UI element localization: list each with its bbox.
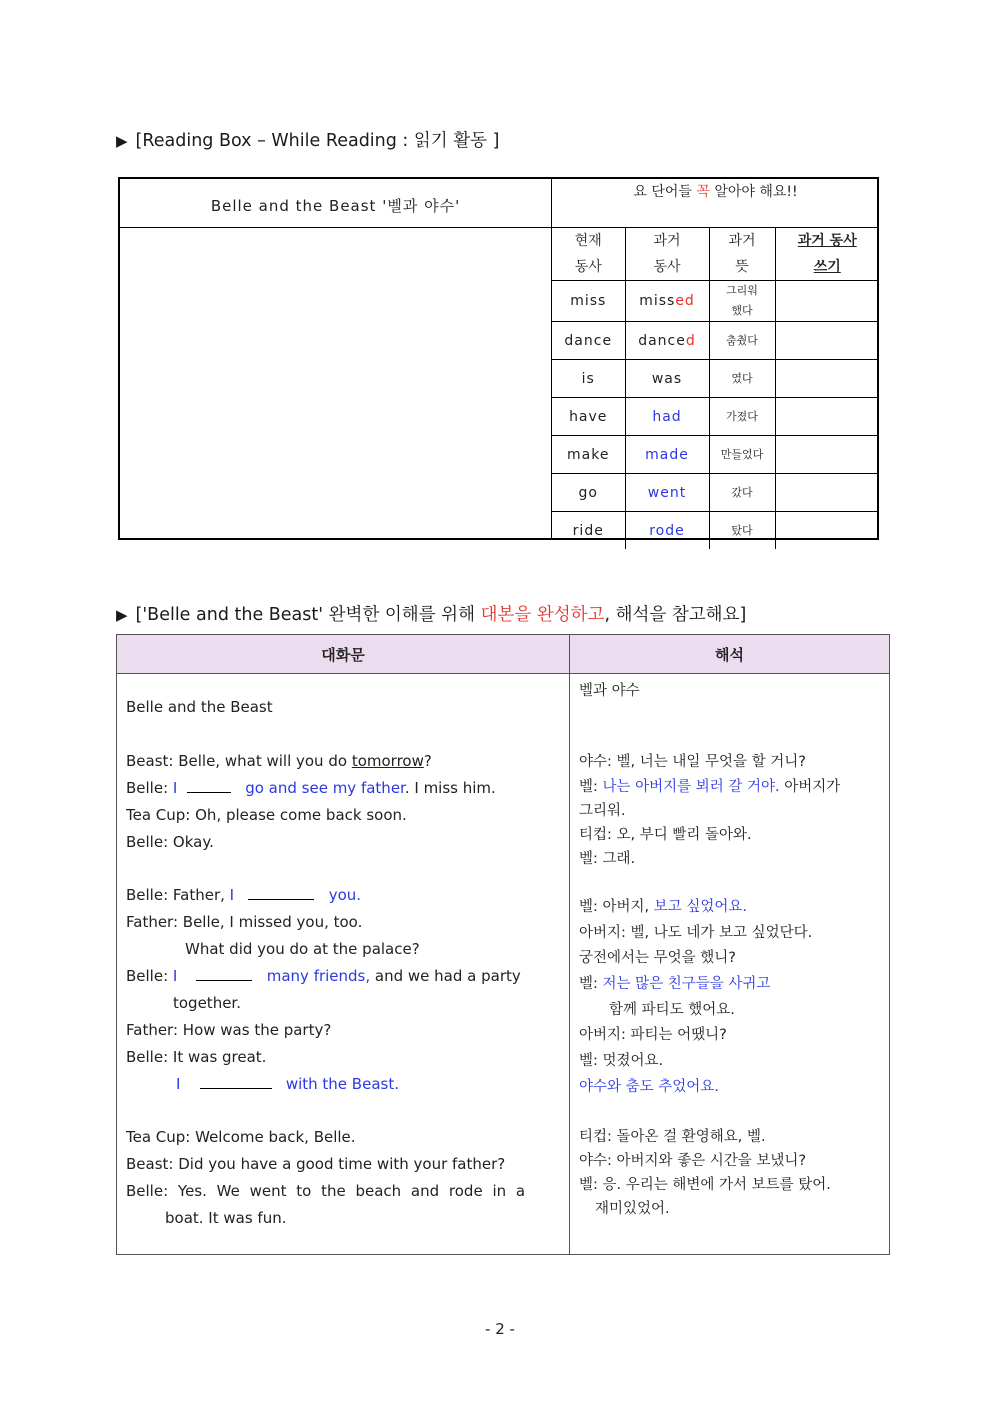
translation-line: 재미있었어. [595,1201,670,1217]
script-line: Tea Cup: Welcome back, Belle. [126,1128,356,1146]
script-line: Belle: Okay. [126,833,214,851]
write-past-input[interactable] [775,474,879,512]
present-verb: is [552,360,625,398]
answer-blank[interactable] [196,966,252,981]
translation-cell [570,674,890,1255]
present-verb: miss [552,281,625,322]
vocab-row [552,474,879,512]
translation-line: 아버지: 파티는 어땠니? [579,1027,727,1043]
script-line: Beast: Belle, what will you do tomorrow? [126,752,432,770]
answer-blank[interactable] [200,1074,272,1089]
write-past-input[interactable] [775,322,879,360]
dialogue-column-header: 대화문 [117,635,570,674]
vocab-title-pre: 요 단어들 [633,184,697,200]
translation-line: 벨: 아버지, 보고 싶었어요. [579,899,748,915]
past-meaning: 만들었다 [709,436,775,474]
vocab-row [552,398,879,436]
header-past: 과거 동사 [625,228,709,281]
translation-line: 벨과 야수 [579,683,640,699]
present-verb: ride [552,512,625,550]
script-line: Father: How was the party? [126,1021,332,1039]
script-line: Belle: It was great. [126,1048,267,1066]
header-present: 현재 동사 [552,228,625,281]
header-write: 과거 동사 쓰기 [775,228,879,281]
write-past-input[interactable] [775,281,879,322]
past-verb: had [625,398,709,436]
vocab-title-emph: 꼭 [696,184,710,200]
heading2-pre: ['Belle and the Beast' 완벽한 이해를 위해 [135,605,481,625]
answer-blank[interactable] [248,885,314,900]
vocab-table [552,227,879,549]
script-heading [116,601,746,626]
translation-line: 벨: 저는 많은 친구들을 사귀고 [579,976,771,992]
past-verb: rode [625,512,709,550]
translation-line: 티컵: 오, 부디 빨리 돌아와. [579,827,752,843]
reading-box-heading [116,127,499,152]
vocab-row [552,436,879,474]
vocab-row [552,360,879,398]
translation-line: 그리워. [579,803,626,819]
past-meaning: 갔다 [709,474,775,512]
present-verb: have [552,398,625,436]
answer-blank[interactable] [187,778,231,793]
translation-line: 티컵: 돌아온 걸 환영해요, 벨. [579,1129,766,1145]
vocab-header-row [552,228,879,281]
present-verb: go [552,474,625,512]
vocab-title-post: 알아야 해요!! [709,184,798,200]
translation-line: 아버지: 벨, 나도 네가 보고 싶었단다. [579,925,813,941]
translation-line: 궁전에서는 무엇을 했니? [579,950,736,966]
script-line: Father: Belle, I missed you, too. [126,913,363,931]
past-meaning: 가졌다 [709,398,775,436]
heading2-post: , 해석을 참고해요] [604,605,747,625]
heading2-emph: 대본을 완성하고 [480,605,605,625]
translation-line: 야수: 아버지와 좋은 시간을 보냈니? [579,1153,807,1169]
dialogue-table [116,634,890,1255]
triangle-bullet-icon: ▶ [116,606,128,624]
script-line: Belle: I go and see my father. I miss him. [126,779,496,797]
past-verb: missed [625,281,709,322]
vocab-row [552,322,879,360]
translation-line: 벨: 멋졌어요. [579,1053,664,1069]
present-verb: dance [552,322,625,360]
translation-line: 함께 파티도 했어요. [609,1002,735,1018]
write-past-input[interactable] [775,360,879,398]
translation-line: 벨: 응. 우리는 해변에 가서 보트를 탔어. [579,1177,831,1193]
translation-line: 벨: 나는 아버지를 뵈러 갈 거야. 아버지가 [579,779,841,795]
script-line: boat. It was fun. [165,1209,287,1227]
script-line: Belle and the Beast [126,698,273,716]
script-line: Belle: Father, I you. [126,886,362,904]
translation-column-header: 해석 [570,635,890,674]
script-line: I with the Beast. [176,1075,399,1093]
translation-line: 벨: 그래. [579,851,636,867]
script-line: Tea Cup: Oh, please come back soon. [126,806,407,824]
script-line: Belle: I many friends, and we had a party [126,967,521,985]
past-meaning: 탔다 [709,512,775,550]
dialogue-cell [117,674,570,1255]
reading-box-title: Belle and the Beast '벨과 야수' [210,196,461,215]
vocab-title [552,181,879,201]
script-line: together. [173,994,241,1012]
translation-line: 야수와 춤도 추었어요. [579,1079,719,1095]
reading-box [118,177,879,540]
header-meaning: 과거 뜻 [709,228,775,281]
write-past-input[interactable] [775,436,879,474]
past-verb: was [625,360,709,398]
present-verb: make [552,436,625,474]
translation-line: 야수: 벨, 너는 내일 무엇을 할 거니? [579,754,806,770]
script-line: Beast: Did you have a good time with your father? [126,1155,506,1173]
vocab-row [552,281,879,322]
past-meaning: 춤췄다 [709,322,775,360]
past-verb: danced [625,322,709,360]
script-line: Belle: Yes. We went to the beach and rode in a [126,1182,526,1200]
past-verb: made [625,436,709,474]
write-past-input[interactable] [775,398,879,436]
vocab-row [552,512,879,550]
past-meaning: 그리워 했다 [709,281,775,322]
heading-text: [Reading Box – While Reading : 읽기 활동 ] [135,131,500,151]
write-past-input[interactable] [775,512,879,550]
script-line: What did you do at the palace? [185,940,420,958]
past-meaning: 였다 [709,360,775,398]
page-number: - 2 - [485,1320,515,1338]
past-verb: went [625,474,709,512]
triangle-bullet-icon: ▶ [116,132,128,150]
